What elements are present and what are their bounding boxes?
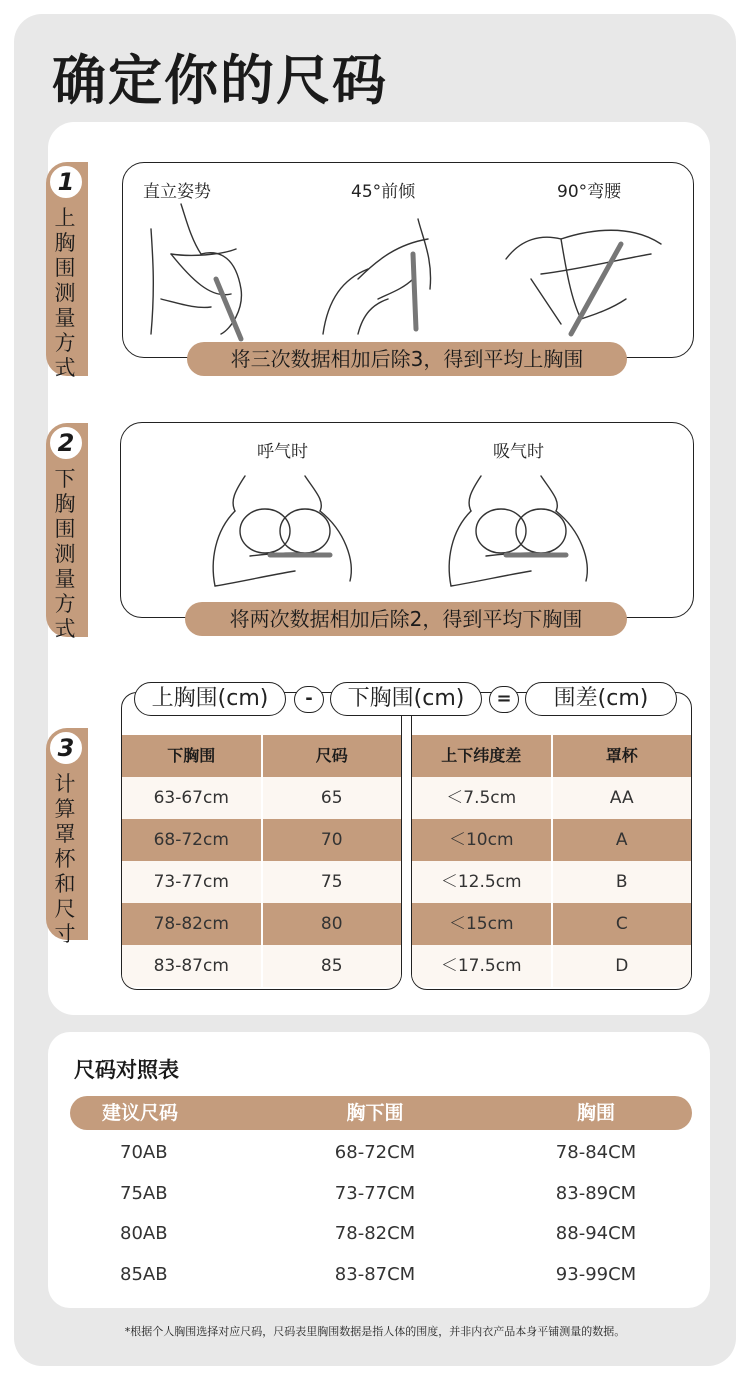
page-title: 确定你的尺码 — [52, 49, 388, 112]
size-chart-cell: 78-84CM — [555, 1142, 637, 1163]
table-cell: ＜17.5cm — [440, 956, 522, 976]
table-cell: ＜15cm — [448, 914, 514, 934]
table-header-cell: 上下纬度差 — [441, 746, 522, 765]
step-2-tag — [46, 423, 88, 641]
pose-label-inhale: 吸气时 — [493, 442, 544, 462]
size-chart-row — [70, 1177, 692, 1211]
table-row — [412, 777, 691, 819]
formula-under-bust: 下胸围(cm) — [330, 682, 482, 716]
pose-label-bend-90: 90°弯腰 — [557, 182, 622, 202]
table-row — [122, 861, 401, 903]
step-2-label: 下胸围测量方式 — [54, 467, 76, 641]
table-cell: 65 — [261, 777, 402, 819]
table-header-cell: 下胸围 — [167, 746, 216, 765]
inhale-pose-illustration — [441, 471, 601, 601]
step-1-tag — [46, 162, 88, 380]
formula-equals-sign: = — [489, 686, 519, 713]
lean-45-pose-illustration — [318, 199, 458, 339]
under-bust-illustration-box — [120, 422, 694, 618]
step-1-number: 1 — [48, 164, 84, 200]
table-cell: 78-82cm — [153, 914, 229, 934]
size-chart-cell: 75AB — [120, 1183, 168, 1204]
table-cell: 85 — [261, 945, 402, 987]
size-chart-row — [70, 1258, 692, 1292]
pose-label-standing: 直立姿势 — [143, 182, 211, 202]
step-3-label: 计算罩杯和尺寸 — [54, 772, 76, 946]
table-row — [122, 777, 401, 819]
formula-minus-sign: - — [294, 686, 324, 713]
bend-90-pose-illustration — [501, 199, 681, 339]
standing-pose-illustration — [141, 199, 271, 339]
step-2-number: 2 — [48, 425, 84, 461]
table-row — [122, 903, 401, 945]
formula-upper-bust: 上胸围(cm) — [134, 682, 286, 716]
table-cell: ＜12.5cm — [440, 872, 522, 892]
cup-size-table — [411, 692, 692, 990]
size-chart-cell: 78-82CM — [334, 1223, 416, 1244]
table-cell: B — [551, 861, 692, 903]
size-chart-cell: 88-94CM — [555, 1223, 637, 1244]
size-chart-header-cell: 建议尺码 — [102, 1102, 179, 1124]
table-row — [412, 903, 691, 945]
table-cell: 83-87cm — [153, 956, 229, 976]
upper-bust-instruction: 将三次数据相加后除3，得到平均上胸围 — [187, 342, 627, 376]
size-chart-row — [70, 1217, 692, 1251]
table-cell: C — [551, 903, 692, 945]
table-row — [412, 819, 691, 861]
table-cell: A — [551, 819, 692, 861]
step-1-label: 上胸围测量方式 — [54, 206, 76, 380]
size-chart-cell: 68-72CM — [334, 1142, 416, 1163]
size-chart-row — [70, 1136, 692, 1170]
pose-label-exhale: 呼气时 — [257, 442, 308, 462]
size-chart-cell: 83-87CM — [334, 1264, 416, 1285]
table-cell: 70 — [261, 819, 402, 861]
upper-bust-illustration-box — [122, 162, 694, 358]
size-chart-cell: 70AB — [120, 1142, 168, 1163]
table-cell: ＜7.5cm — [446, 788, 517, 808]
size-chart-cell: 85AB — [120, 1264, 168, 1285]
table-cell: 68-72cm — [153, 830, 229, 850]
table-row — [122, 819, 401, 861]
table-header-row — [412, 735, 691, 777]
formula-difference: 围差(cm) — [525, 682, 677, 716]
size-chart-cell: 83-89CM — [555, 1183, 637, 1204]
table-cell: 75 — [261, 861, 402, 903]
table-cell: 73-77cm — [153, 872, 229, 892]
step-3-number: 3 — [48, 730, 84, 766]
footnote: *根据个人胸围选择对应尺码，尺码表里胸围数据是指人体的围度，并非内衣产品本身平铺测量的数据。 — [124, 1325, 626, 1338]
pose-label-lean-45: 45°前倾 — [351, 182, 416, 202]
size-chart-title: 尺码对照表 — [74, 1058, 179, 1082]
table-row — [122, 945, 401, 987]
table-row — [412, 861, 691, 903]
band-size-table — [121, 692, 402, 990]
size-chart-cell: 93-99CM — [555, 1264, 637, 1285]
table-header-row — [122, 735, 401, 777]
table-cell: ＜10cm — [448, 830, 514, 850]
step-3-tag — [46, 728, 88, 946]
size-chart-cell: 73-77CM — [334, 1183, 416, 1204]
table-cell: D — [551, 945, 692, 987]
size-chart-header-cell: 胸下围 — [346, 1102, 404, 1124]
size-chart-cell: 80AB — [120, 1223, 168, 1244]
table-cell: 80 — [261, 903, 402, 945]
table-header-cell: 罩杯 — [551, 735, 692, 777]
under-bust-instruction: 将两次数据相加后除2，得到平均下胸围 — [185, 602, 627, 636]
table-cell: AA — [551, 777, 692, 819]
size-chart-header — [70, 1096, 692, 1130]
exhale-pose-illustration — [205, 471, 365, 601]
table-row — [412, 945, 691, 987]
table-header-cell: 尺码 — [261, 735, 402, 777]
size-chart-header-cell: 胸围 — [576, 1102, 615, 1124]
table-cell: 63-67cm — [153, 788, 229, 808]
